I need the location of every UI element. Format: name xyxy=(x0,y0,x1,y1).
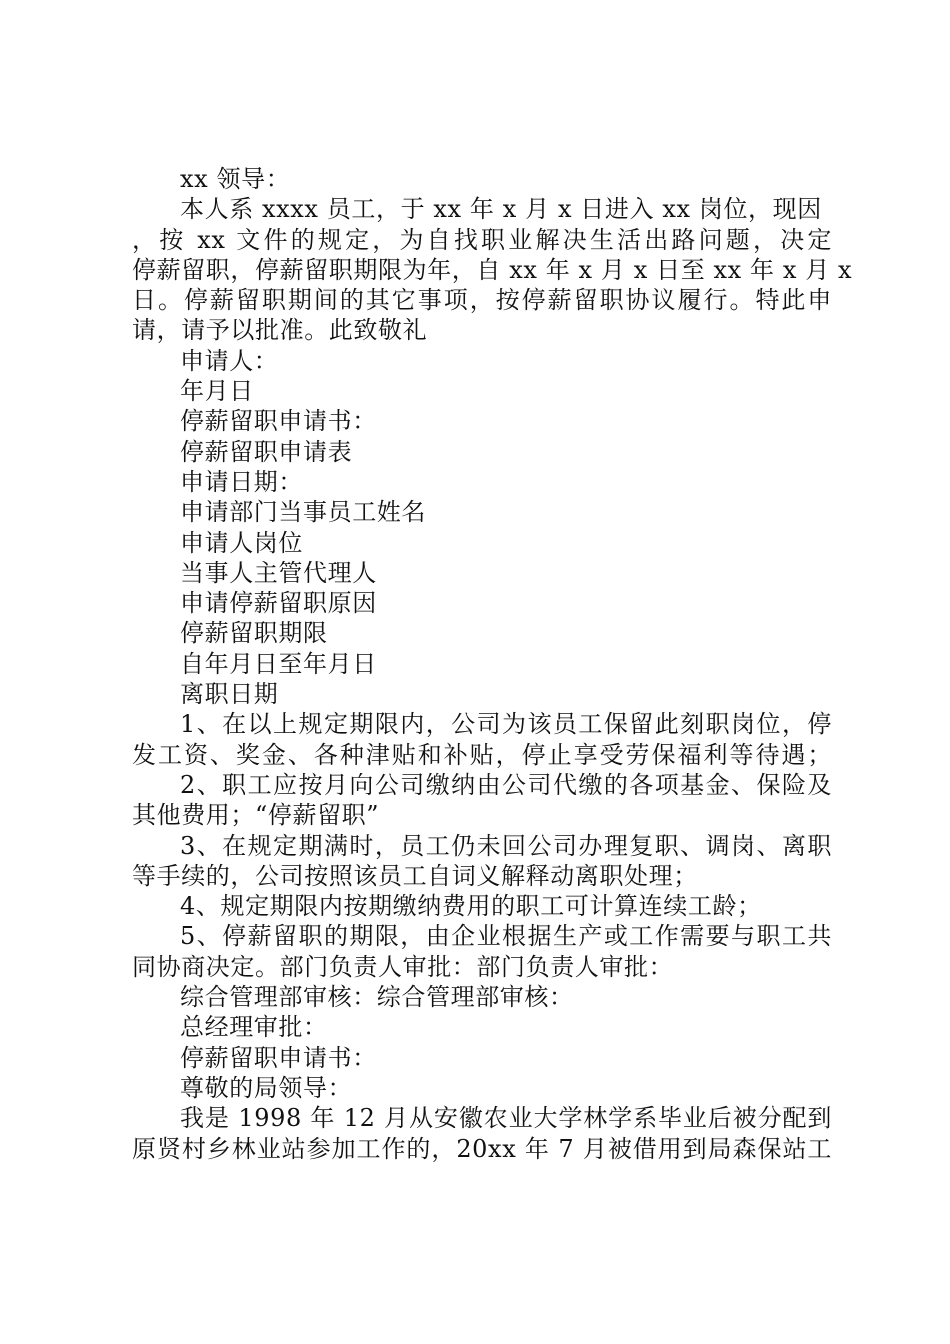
paragraph-line: 4、规定期限内按期缴纳费用的职工可计算连续工龄； xyxy=(180,892,762,921)
paragraph-line: 我是 1998 年 12 月从安徽农业大学林学系毕业后被分配到 xyxy=(180,1104,832,1133)
paragraph-line: 停薪留职申请书： xyxy=(180,1043,377,1072)
paragraph-line: 当事人主管代理人 xyxy=(180,558,377,587)
paragraph-line: 申请部门当事员工姓名 xyxy=(180,498,426,527)
paragraph-line: 停薪留职期限 xyxy=(180,619,328,648)
paragraph-line: 申请人： xyxy=(180,346,279,375)
paragraph-line: 请，请予以批准。此致敬礼 xyxy=(132,316,428,345)
paragraph-line: 其他费用；“停薪留职” xyxy=(132,801,380,830)
paragraph-line: xx 领导： xyxy=(180,165,291,193)
paragraph-line: 申请人岗位 xyxy=(180,528,303,557)
paragraph-line: 发工资、奖金、各种津贴和补贴，停止享受劳保福利等待遇； xyxy=(132,740,832,769)
paragraph-line: 年月日 xyxy=(180,377,254,406)
paragraph-line: 综合管理部审核：综合管理部审核： xyxy=(180,983,574,1012)
paragraph-line: 原贤村乡林业站参加工作的，20xx 年 7 月被借用到局森保站工 xyxy=(132,1134,832,1163)
paragraph-line: ，按 xx 文件的规定，为自找职业解决生活出路问题，决定 xyxy=(132,225,832,254)
paragraph-line: 1、在以上规定期限内，公司为该员工保留此刻职岗位，停 xyxy=(180,710,832,739)
paragraph-line: 同协商决定。部门负责人审批：部门负责人审批： xyxy=(132,952,674,981)
paragraph-line: 申请停薪留职原因 xyxy=(180,589,377,618)
paragraph-line: 停薪留职申请表 xyxy=(180,437,353,466)
paragraph-line: 本人系 xxxx 员工，于 xx 年 x 月 x 日进入 xx 岗位，现因 xyxy=(180,195,822,224)
paragraph-line: 2、职工应按月向公司缴纳由公司代缴的各项基金、保险及 xyxy=(180,770,832,799)
paragraph-line: 离职日期 xyxy=(180,680,279,709)
paragraph-line: 5、停薪留职的期限，由企业根据生产或工作需要与职工共 xyxy=(180,922,832,951)
paragraph-line: 3、在规定期满时，员工仍未回公司办理复职、调岗、离职 xyxy=(180,831,832,860)
paragraph-line: 尊敬的局领导： xyxy=(180,1073,353,1102)
paragraph-line: 停薪留职申请书： xyxy=(180,407,377,436)
paragraph-line: 停薪留职，停薪留职期限为年，自 xx 年 x 月 x 日至 xx 年 x 月 x xyxy=(132,255,853,284)
paragraph-line: 申请日期： xyxy=(180,467,303,496)
paragraph-line: 日。停薪留职期间的其它事项，按停薪留职协议履行。特此申 xyxy=(132,286,832,315)
document-body xyxy=(132,164,853,1164)
paragraph-line: 总经理审批： xyxy=(180,1013,328,1042)
paragraph-line: 等手续的，公司按照该员工自词义解释动离职处理； xyxy=(132,861,698,890)
paragraph-line: 自年月日至年月日 xyxy=(180,649,377,678)
